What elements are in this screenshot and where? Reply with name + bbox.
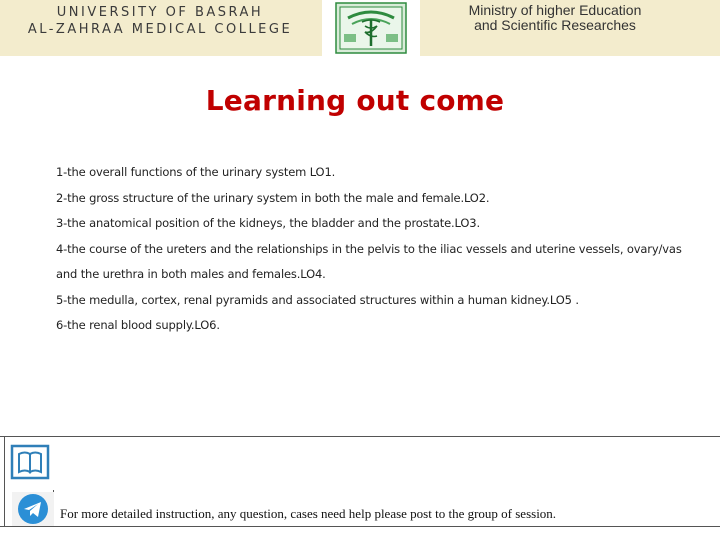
objective-item: 1-the overall functions of the urinary system LO1.	[56, 165, 336, 179]
telegram-icon[interactable]	[12, 492, 54, 526]
slide-title: Learning out come	[205, 84, 505, 117]
objective-item: 3-the anatomical position of the kidneys, the bladder and the prostate.LO3.	[56, 216, 480, 230]
objective-item: 2-the gross structure of the urinary system in both the male and female.LO2.	[56, 190, 490, 205]
book-icon[interactable]	[10, 442, 50, 480]
footer-divider	[4, 436, 5, 526]
header-banner	[0, 0, 720, 56]
university-line-1: UNIVERSITY OF BASRAH	[56, 5, 264, 20]
objective-item: 4-the course of the ureters and the relationships in the pelvis to the iliac vessels and uterine vessels, ovary/vas	[56, 241, 682, 256]
footer-instruction-text: For more detailed instruction, any question, cases need help please post to the group of session.	[60, 506, 557, 521]
university-name	[0, 4, 320, 38]
objective-item: 6-the renal blood supply.LO6.	[56, 318, 220, 332]
university-line-2: AL-ZAHRAA MEDICAL COLLEGE	[27, 22, 293, 37]
learning-objectives-list	[56, 160, 706, 339]
objective-item: and the urethra in both males and females.LO4.	[56, 267, 326, 281]
college-emblem-icon	[322, 0, 420, 56]
ministry-line-2: and Scientific Researches	[474, 17, 636, 33]
ministry-name	[430, 3, 680, 33]
objective-item: 5-the medulla, cortex, renal pyramids and associated structures within a human kidney.LO5 .	[56, 292, 579, 307]
ministry-line-1: Ministry of higher Education	[468, 2, 642, 18]
